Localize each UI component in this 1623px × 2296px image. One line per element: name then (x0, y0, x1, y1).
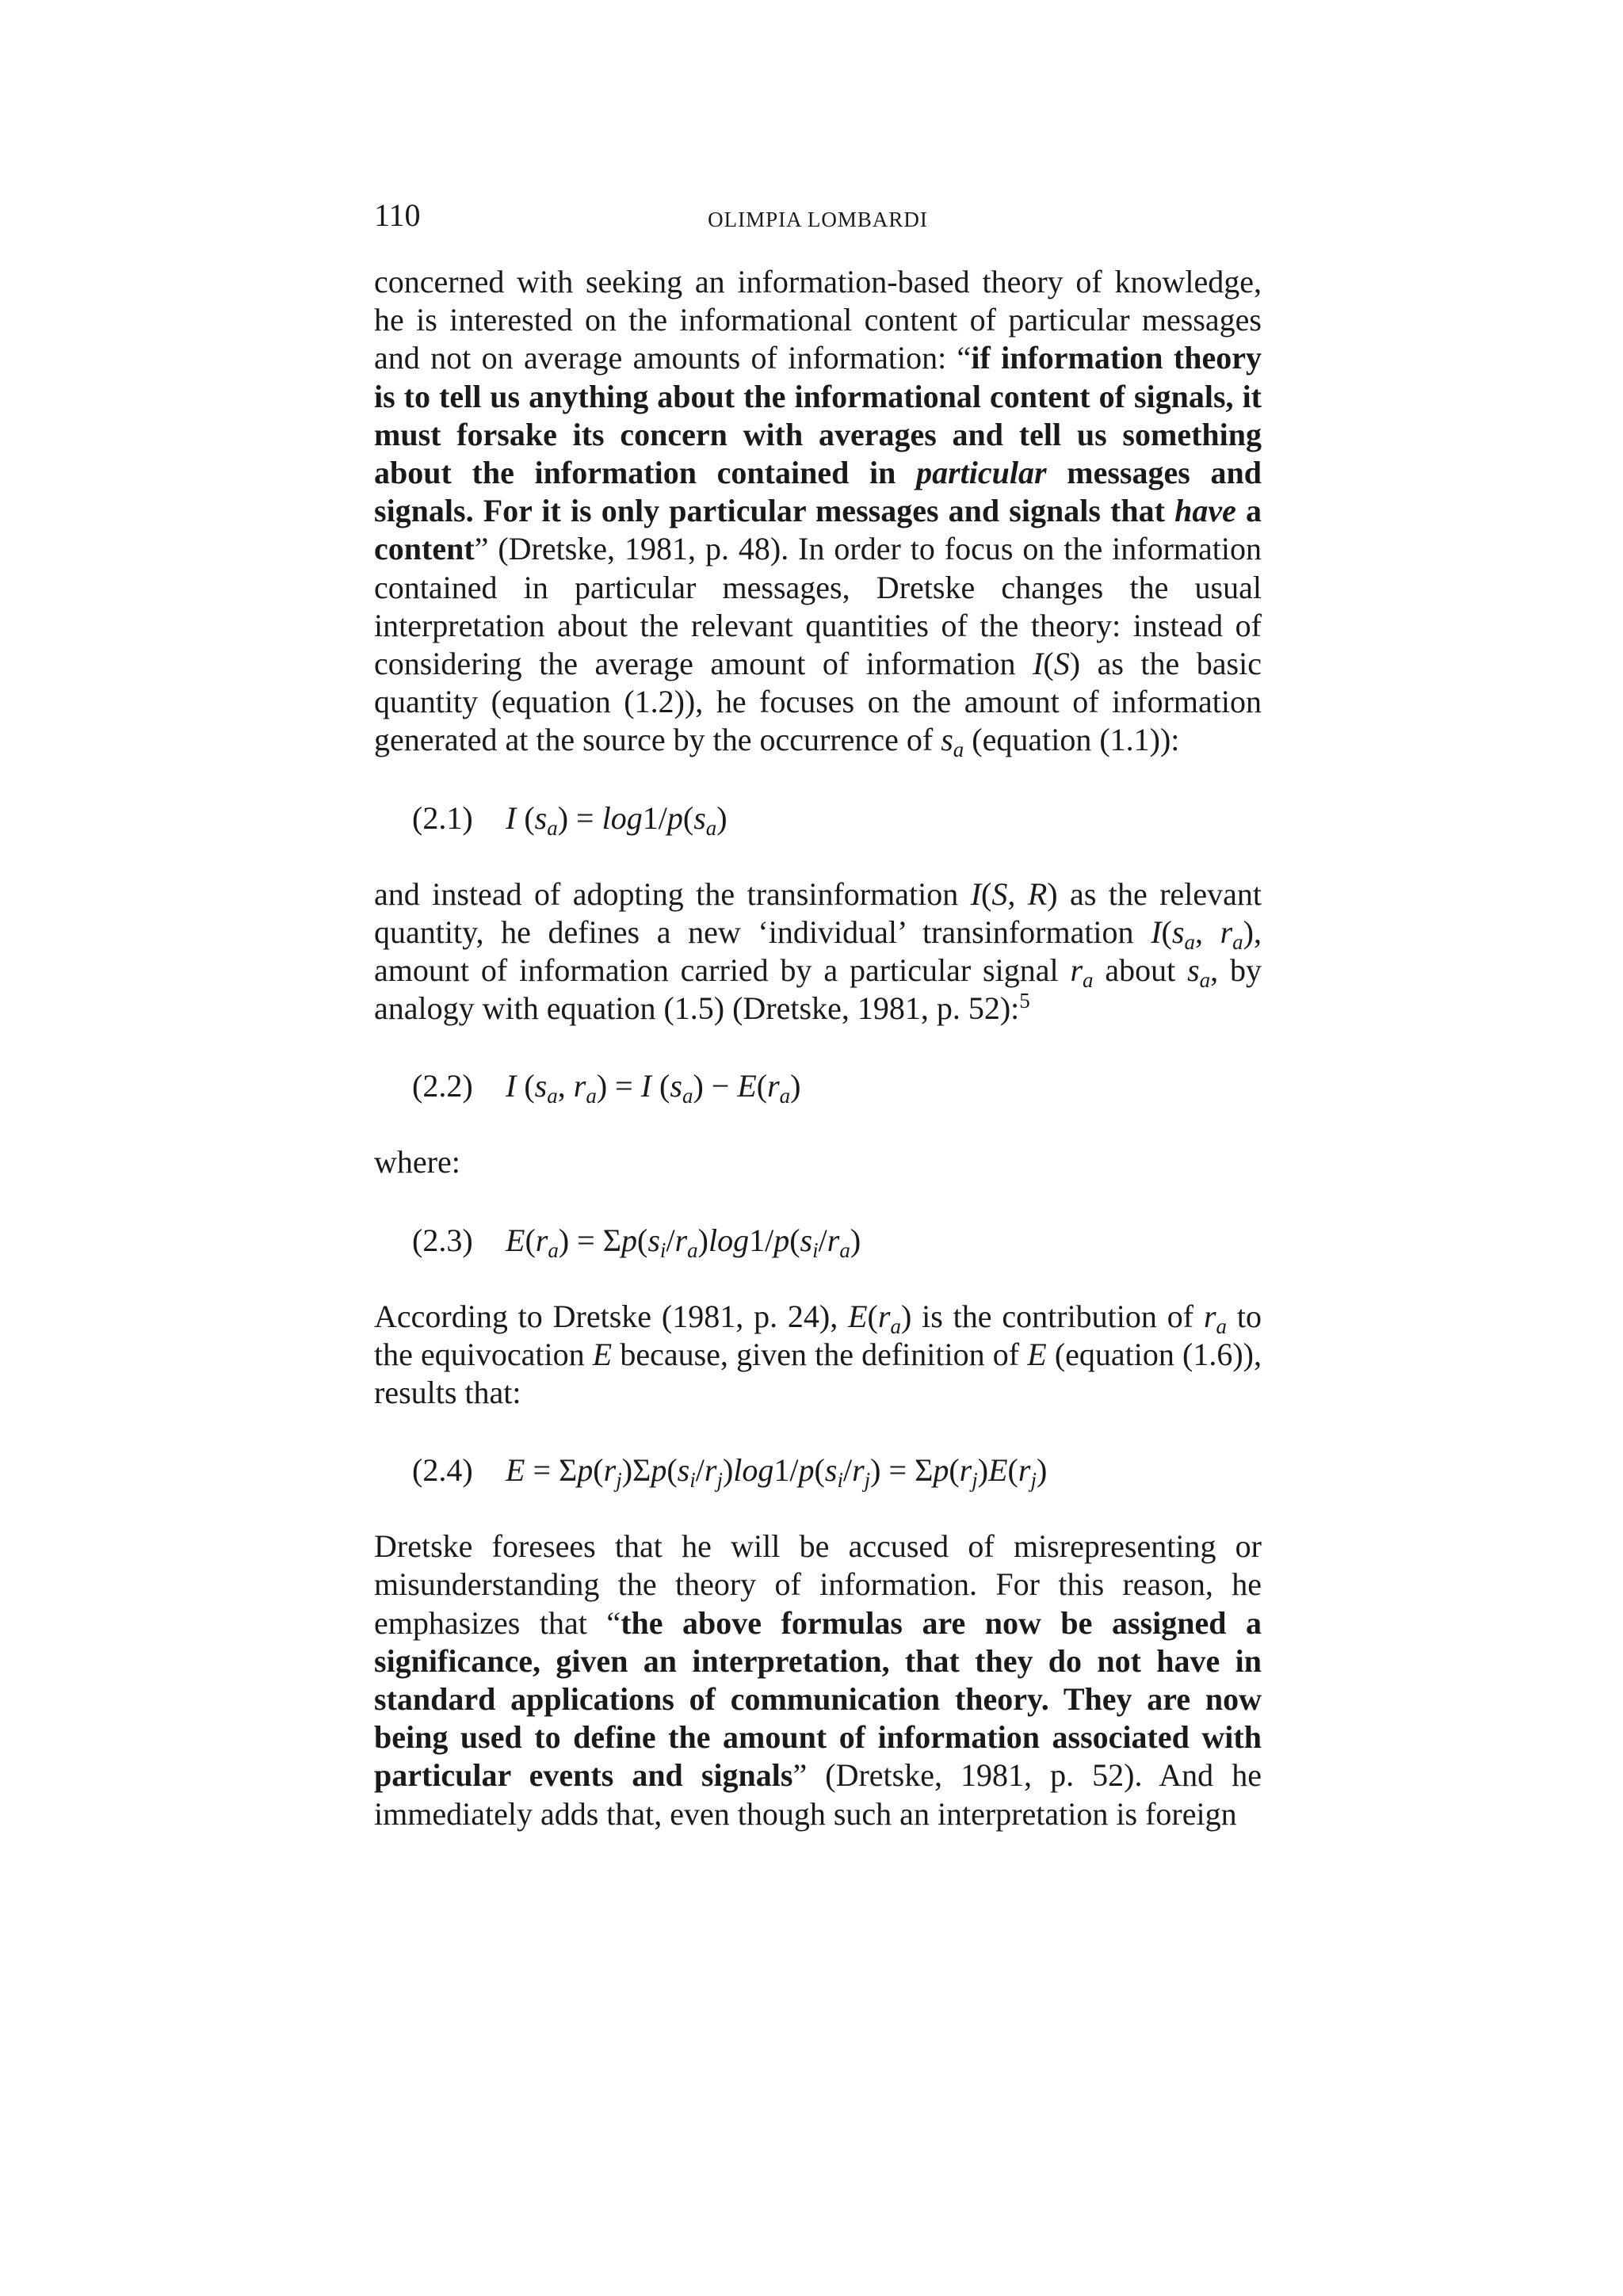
text-run: ) is the contribution of (900, 1298, 1204, 1334)
text-run: to the equivocation (374, 1298, 1262, 1372)
math-symbol: s (824, 1452, 838, 1489)
math-symbol: r (573, 1068, 586, 1104)
equation-2-1: (2.1) I $(s_a) = \log 1/p(s_a)$ (412, 799, 727, 840)
running-head: OLIMPIA LOMBARDI (708, 208, 928, 231)
math-symbol: r (1220, 913, 1233, 950)
math-symbol: E (988, 1452, 1008, 1489)
paragraph-4 (374, 1527, 1262, 1833)
math-subscript: a (547, 815, 558, 840)
math-symbol: log (601, 799, 643, 836)
text-run: ) as the basic quantity (equation (1.2)), he focuses on the amount of information generated at the source by the occurrence of (374, 646, 1262, 758)
text-run: ” (Dretske, 1981, p. 52). And he immediately adds that, even though such an interpretation is foreign (374, 1757, 1262, 1832)
text-run: ) as the relevant quantity, he defines a new ‘individual’ transinformation (374, 875, 1262, 950)
text-run: ” (Dretske, 1981, p. 48). In order to focus on the information contained in particular messages, Dretske changes the usual interpretation about the relevant quantities of the theory: instead of considering the average amount of information (374, 531, 1262, 682)
text-run: ( (981, 875, 992, 912)
math-subscript: i (837, 1468, 843, 1493)
paragraph-1 (374, 263, 1262, 760)
equation-number: (2.1) (412, 799, 473, 836)
math-symbol: r (535, 1222, 548, 1258)
math-symbol: p (577, 1452, 594, 1489)
math-symbol: I (506, 799, 517, 836)
text-run: (equation (1.6)), results that: (374, 1336, 1262, 1411)
math-symbol: s (677, 1452, 690, 1489)
math-subscript: a (890, 1314, 901, 1338)
math-symbol: p (651, 1452, 667, 1489)
text-run: ( (867, 1298, 878, 1334)
math-subscript: j (1030, 1468, 1037, 1493)
math-symbol: r (959, 1452, 972, 1489)
text-run: concerned with seeking an information-based theory of knowledge, he is interested on the informational content of particular messages and not on average amounts of information: “ (374, 264, 1262, 376)
math-symbol: r (852, 1452, 865, 1489)
math-symbol: r (1018, 1452, 1031, 1489)
math-subscript: a (547, 1084, 558, 1108)
text-run: ( (1043, 646, 1054, 682)
page-header (374, 196, 1262, 244)
math-subscript: a (687, 1238, 698, 1262)
math-symbol: I (506, 1068, 517, 1104)
equation-number: (2.4) (412, 1452, 473, 1489)
math-subscript: a (705, 815, 717, 840)
text-run: ), amount of information carried by a particular signal (374, 913, 1262, 989)
quote-bold: messages and signals. For it is only particular messages and signals that (374, 455, 1262, 529)
quote-bold: if information theory is to tell us anything about the informational content of signals, it must forsake its concern with averages and tell us something about the information contained in (374, 340, 1262, 491)
math-subscript: j (864, 1468, 871, 1493)
math-subscript: a (1083, 968, 1094, 993)
math-subscript: i (689, 1468, 696, 1493)
math-subscript: i (812, 1238, 819, 1262)
math-symbol: 1/ (773, 1452, 799, 1489)
text-run: ( (1161, 913, 1172, 950)
math-subscript: a (779, 1084, 791, 1108)
sigma-symbol: Σ (915, 1452, 934, 1489)
text-run: , by analogy with equation (1.5) (Dretske, 1981, p. 52): (374, 952, 1262, 1027)
math-subscript: a (1232, 929, 1243, 954)
math-symbol: p (798, 1452, 815, 1489)
math-subscript: a (1184, 929, 1195, 954)
sigma-symbol: Σ (602, 1222, 622, 1258)
math-subscript: a (1216, 1314, 1228, 1338)
math-symbol: I (1033, 646, 1044, 682)
math-symbol: r (674, 1222, 688, 1258)
math-symbol: 1/ (749, 1222, 774, 1258)
math-subscript: i (659, 1238, 666, 1262)
math-symbol: 1/ (642, 799, 667, 836)
text-run: and instead of adopting the transinformation (374, 875, 971, 912)
math-symbol: S (1053, 646, 1070, 682)
text-run: , (1194, 913, 1220, 950)
quote-bold-italic: particular (916, 455, 1047, 491)
math-subscript: a (682, 1084, 693, 1108)
equation-2-2: (2.2) I ($s_a$, $r_a) = I$ $(s_a) - E(r_a)$ (412, 1068, 801, 1108)
math-subscript: j (616, 1468, 622, 1493)
math-symbol: r (704, 1452, 717, 1489)
math-symbol: log (708, 1222, 750, 1258)
math-symbol: p (621, 1222, 638, 1258)
math-symbol: s (800, 1222, 813, 1258)
equation-number: (2.3) (412, 1222, 473, 1258)
math-subscript: a (548, 1238, 559, 1262)
paragraph-3 (374, 1298, 1262, 1413)
paragraph-2 (374, 875, 1262, 1028)
math-symbol: I (640, 1068, 652, 1104)
math-symbol: E (506, 1452, 525, 1489)
quote-bold-italic: have (1174, 493, 1236, 529)
quote-bold: a content (374, 493, 1262, 567)
text-run: about (1093, 952, 1188, 989)
math-symbol: p (773, 1222, 790, 1258)
math-symbol: p (666, 799, 683, 836)
math-symbol: s (670, 1068, 682, 1104)
math-symbol: s (1171, 913, 1185, 950)
footnote-marker: 5 (1019, 989, 1030, 1013)
math-symbol: s (534, 799, 548, 836)
text-run: Dretske foresees that he will be accused of misrepresenting or misunderstanding the theory of information. For this reason, he emphasizes that “ (374, 1528, 1262, 1641)
math-symbol: r (1070, 952, 1083, 989)
math-subscript: a (586, 1084, 597, 1108)
math-symbol: E (1027, 1336, 1047, 1372)
math-symbol: I (970, 875, 982, 912)
quote-bold: the above formulas are now be assigned a significance, given an interpretation, that they do not have in standard applications of communication theory. They are now being used to define the amount of information associated with particular events and signals (374, 1604, 1262, 1794)
math-subscript: j (972, 1468, 978, 1493)
math-symbol: E (848, 1298, 868, 1334)
where-label: where: (374, 1144, 460, 1180)
math-symbol: s (693, 799, 706, 836)
text-run: because, given the definition of (612, 1336, 1028, 1372)
math-symbol: s (941, 722, 953, 758)
math-subscript: a (839, 1238, 850, 1262)
body-text (374, 263, 1262, 1833)
sigma-symbol: Σ (632, 1452, 651, 1489)
math-symbol: r (827, 1222, 840, 1258)
math-symbol: S, R (991, 875, 1048, 912)
sigma-symbol: Σ (559, 1452, 578, 1489)
math-subscript: j (716, 1468, 723, 1493)
equation-2-3: (2.3) $E(r_a) = \Sigma p(s_i/r_a)\log 1/p(s_i/r_a)$ (412, 1222, 861, 1262)
math-symbol: p (933, 1452, 949, 1489)
math-symbol: E (506, 1222, 525, 1258)
page-number: 110 (374, 197, 421, 233)
math-symbol: r (877, 1298, 891, 1334)
text-run: (equation (1.1)): (964, 722, 1180, 758)
math-subscript: a (953, 738, 964, 762)
math-symbol: s (647, 1222, 660, 1258)
math-symbol: E (737, 1068, 757, 1104)
equation-2-4: (2.4) $E = \Sigma p(r_j)\Sigma p(s_i/r_j)\log 1/p(s_i/r_j) = \Sigma p(r_j)E(r_j)$ (412, 1452, 1048, 1493)
math-symbol: r (767, 1068, 780, 1104)
math-symbol: I (1151, 913, 1162, 950)
math-symbol: E (592, 1336, 613, 1372)
math-subscript: a (1199, 968, 1211, 993)
math-symbol: s (1187, 952, 1200, 989)
text-run: According to Dretske (1981, p. 24), (374, 1298, 849, 1334)
math-symbol: r (1203, 1298, 1216, 1334)
math-symbol: log (733, 1452, 774, 1489)
math-symbol: s (534, 1068, 548, 1104)
equation-number: (2.2) (412, 1068, 473, 1104)
math-symbol: r (603, 1452, 617, 1489)
